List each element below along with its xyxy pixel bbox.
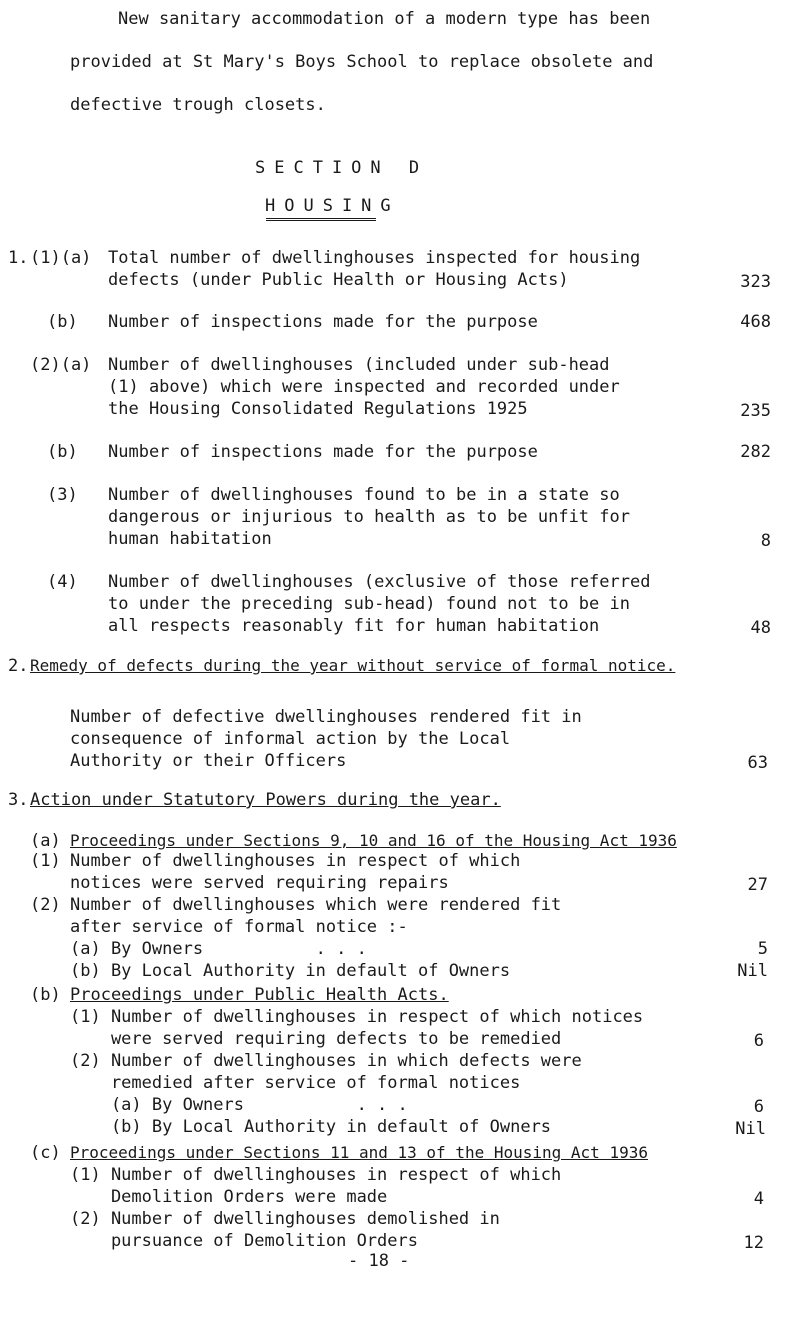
item-3c-1-value: 4 (753, 1189, 764, 1209)
item-3b-2-b-value: Nil (735, 1119, 766, 1139)
section-2-text-1: Number of defective dwellinghouses rendered fit in (70, 707, 582, 727)
item-3c-2-value: 12 (743, 1233, 764, 1253)
item-1-4-text-3: all respects reasonably fit for human habitation (108, 616, 600, 636)
subsection-b-label: (b) (30, 985, 61, 1005)
item-1-3-value: 8 (760, 531, 771, 551)
item-1-2-b-value: 282 (740, 442, 771, 462)
item-1-4-text-1: Number of dwellinghouses (exclusive of those referred (108, 572, 651, 592)
section-2-value: 63 (747, 753, 768, 773)
item-1-2-a-text-1: Number of dwellinghouses (included under sub-head (108, 355, 610, 375)
item-3a-1-text-2: notices were served requiring repairs (70, 873, 449, 893)
item-1-3-text-1: Number of dwellinghouses found to be in a state so (108, 485, 620, 505)
item-3a-2-label: (2) (30, 895, 61, 915)
item-3a-2-b-text: (b) By Local Authority in default of Owners (70, 961, 511, 981)
item-1-2-a-label: (2)(a) (30, 355, 92, 375)
item-3a-2-a-text: (a) By Owners . . . (70, 939, 367, 959)
item-1-1-b-text: Number of inspections made for the purpose (108, 312, 538, 332)
intro-line-1: New sanitary accommodation of a modern type has been (118, 9, 651, 29)
item-3b-2-text-2: remedied after service of formal notices (70, 1073, 521, 1093)
item-3a-1-text-1: Number of dwellinghouses in respect of which (70, 851, 521, 871)
subsection-c-heading: Proceedings under Sections 11 and 13 of the Housing Act 1936 (70, 1143, 648, 1162)
section-3-heading: Action under Statutory Powers during the year. (30, 790, 501, 810)
item-3b-1-text-1: (1) Number of dwellinghouses in respect of which notices (70, 1007, 644, 1027)
intro-line-3: defective trough closets. (70, 95, 326, 115)
item-3c-1-text-2: Demolition Orders were made (70, 1187, 388, 1207)
section-2-text-3: Authority or their Officers (70, 751, 347, 771)
page-number: - 18 - (348, 1251, 410, 1271)
item-3c-1-text-1: (1) Number of dwellinghouses in respect of which (70, 1165, 562, 1185)
subsection-c-label: (c) (30, 1143, 61, 1163)
subsection-b-heading: Proceedings under Public Health Acts. (70, 985, 449, 1005)
item-1-1-b-label: (b) (47, 312, 78, 332)
item-1-1-b-value: 468 (740, 312, 771, 332)
item-1-3-text-3: human habitation (108, 529, 272, 549)
subsection-a-heading: Proceedings under Sections 9, 10 and 16 of the Housing Act 1936 (70, 831, 677, 850)
item-1-2-a-value: 235 (740, 401, 771, 421)
item-3a-1-value: 27 (747, 875, 768, 895)
subsection-a-label: (a) (30, 831, 61, 851)
item-3a-2-text-2: after service of formal notice :- (70, 917, 408, 937)
item-3a-2-text-1: Number of dwellinghouses which were rendered fit (70, 895, 562, 915)
item-3b-2-text-1: (2) Number of dwellinghouses in which defects were (70, 1051, 582, 1071)
item-3a-2-a-value: 5 (757, 939, 768, 959)
section-2-heading: Remedy of defects during the year without service of formal notice. (30, 656, 676, 675)
item-1-1-a-value: 323 (740, 272, 771, 292)
section-heading: SECTION D (255, 158, 429, 178)
item-3b-2-a-value: 6 (753, 1097, 764, 1117)
item-1-4-text-2: to under the preceding sub-head) found not to be in (108, 594, 630, 614)
item-3a-1-label: (1) (30, 851, 61, 871)
housing-underline (266, 218, 376, 221)
item-1-1-a-text-2: defects (under Public Health or Housing Acts) (108, 270, 569, 290)
item-1-2-a-text-2: (1) above) which were inspected and recorded under (108, 377, 620, 397)
item-1-4-label: (4) (47, 572, 78, 592)
section-3-number: 3. (8, 790, 29, 810)
item-3c-2-text-1: (2) Number of dwellinghouses demolished in (70, 1209, 500, 1229)
item-3b-1-value: 6 (753, 1031, 764, 1051)
item-1-2-b-label: (b) (47, 442, 78, 462)
item-3b-2-b-text: (b) By Local Authority in default of Owners (70, 1117, 552, 1137)
intro-line-2: provided at St Mary's Boys School to replace obsolete and (70, 52, 654, 72)
item-3b-1-text-2: were served requiring defects to be remedied (70, 1029, 562, 1049)
item-1-2-a-text-3: the Housing Consolidated Regulations 1925 (108, 399, 528, 419)
item-1-3-label: (3) (47, 485, 78, 505)
section-2-number: 2. (8, 656, 29, 676)
housing-heading: HOUSING (265, 196, 400, 216)
item-3b-2-a-text: (a) By Owners . . . (70, 1095, 408, 1115)
item-1-1-a-label: (1)(a) (30, 248, 92, 268)
item-1-2-b-text: Number of inspections made for the purpose (108, 442, 538, 462)
item-1-3-text-2: dangerous or injurious to health as to be unfit for (108, 507, 630, 527)
item-1-4-value: 48 (750, 618, 771, 638)
item-3a-2-b-value: Nil (737, 961, 768, 981)
item-1-1-a-text-1: Total number of dwellinghouses inspected for housing (108, 248, 641, 268)
section-1-number: 1. (8, 248, 29, 268)
section-2-text-2: consequence of informal action by the Local (70, 729, 511, 749)
item-3c-2-text-2: pursuance of Demolition Orders (70, 1231, 418, 1251)
